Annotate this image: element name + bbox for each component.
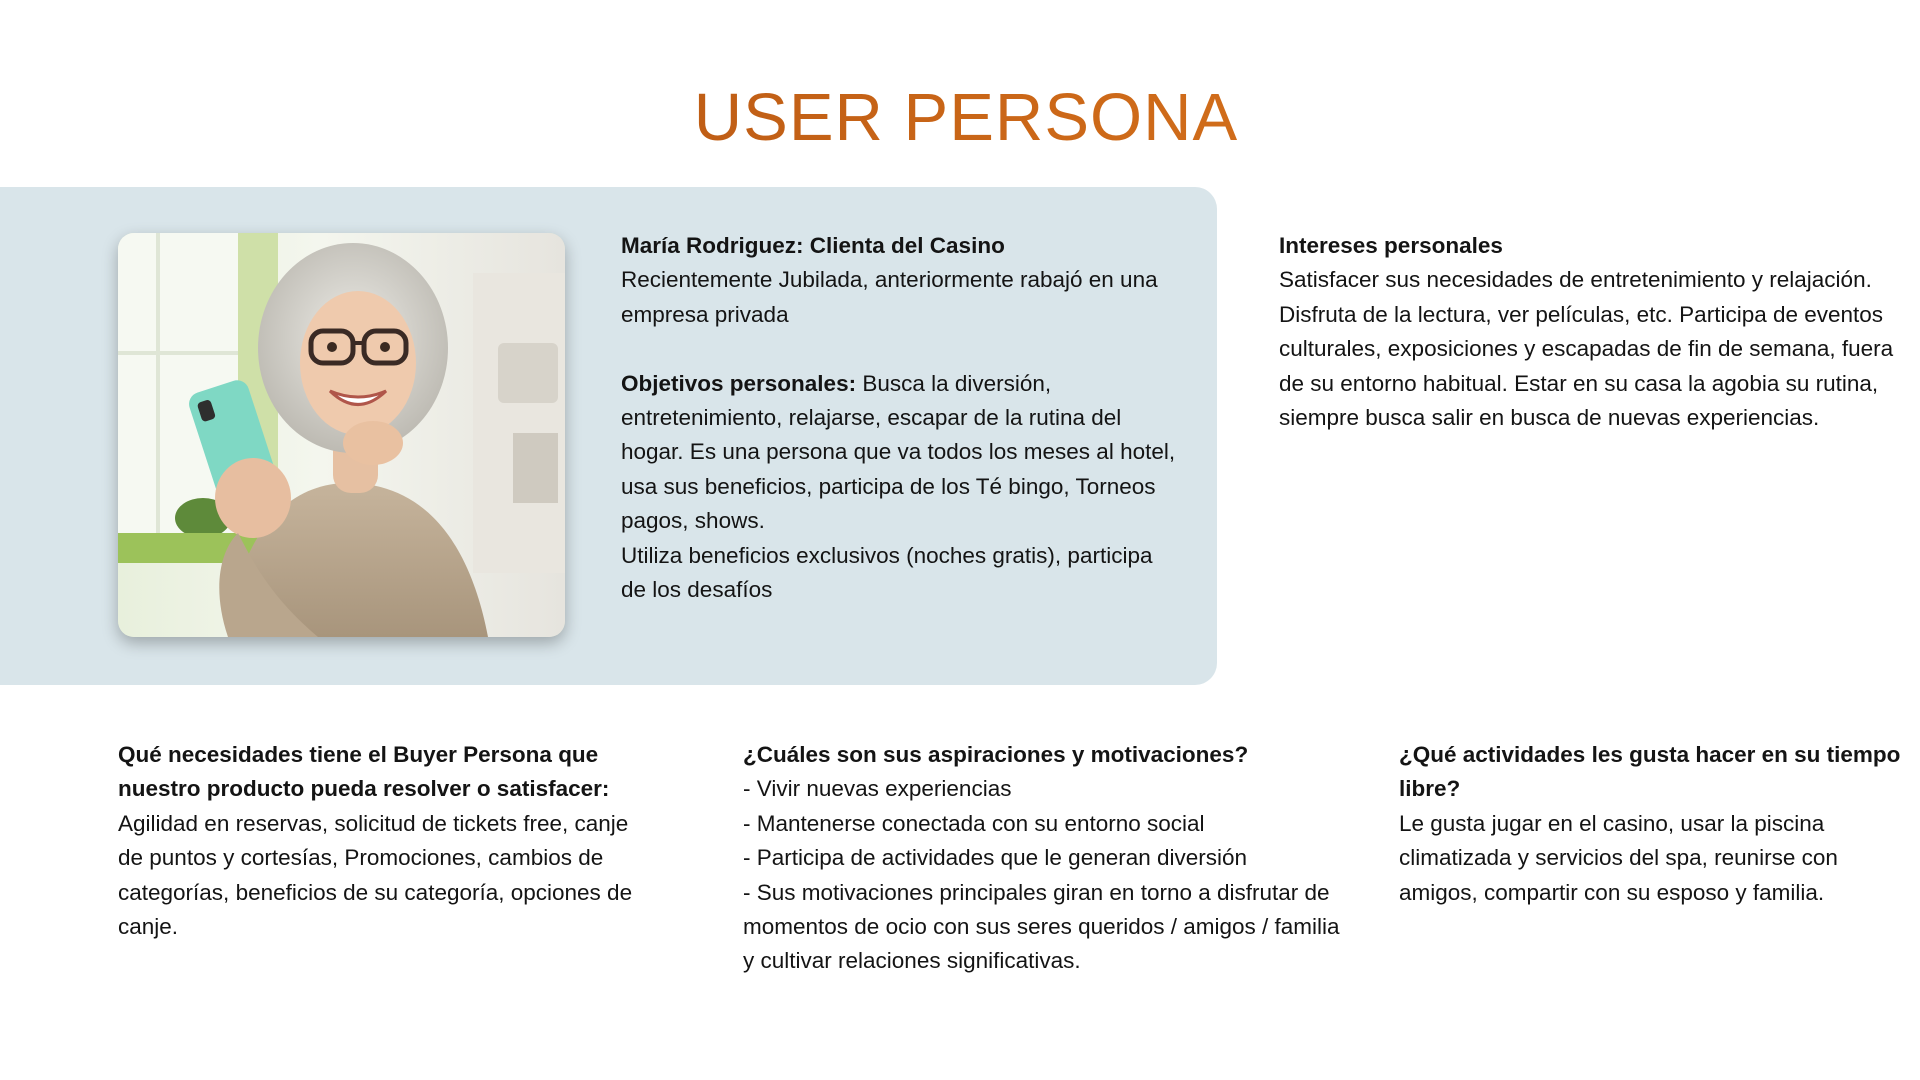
aspirations-heading: ¿Cuáles son sus aspiraciones y motivaciones?: [743, 742, 1249, 767]
aspiration-item: - Participa de actividades que le generan diversión: [743, 845, 1248, 871]
aspiration-item: - Mantenerse conectada con su entorno social: [743, 810, 1205, 836]
needs-heading: Qué necesidades tiene el Buyer Persona que nuestro producto pueda resolver o satisfacer:: [118, 742, 610, 802]
persona-name-heading: María Rodriguez: Clienta del Casino: [621, 233, 1005, 258]
objectives-text: Busca la diversión, entretenimiento, relajarse, escapar de la rutina del hogar. Es una persona que va todos los meses al hotel, usa sus beneficios, participa de los Té bingo, Torneos pagos, shows.: [621, 370, 1176, 534]
aspirations-section: [743, 738, 1343, 979]
interests-section: [1279, 229, 1899, 435]
interests-heading: Intereses personales: [1279, 233, 1503, 258]
page-title: USER PERSONA: [0, 84, 1920, 151]
persona-profile: [621, 229, 1181, 607]
objectives-label: Objetivos personales:: [621, 370, 857, 396]
activities-text: Le gusta jugar en el casino, usar la piscina climatizada y servicios del spa, reunirse con amigos, compartir con su esposo y familia.: [1399, 810, 1838, 905]
aspiration-item: - Sus motivaciones principales giran en torno a disfrutar de momentos de ocio con sus seres queridos / amigos / familia y cultivar relaciones significativas.: [743, 879, 1340, 974]
persona-objectives: [621, 367, 1181, 539]
needs-text: Agilidad en reservas, solicitud de tickets free, canje de puntos y cortesías, Promociones, cambios de categorías, beneficios de su categoría, opciones de canje.: [118, 810, 633, 940]
persona-photo: [118, 233, 565, 637]
activities-section: [1399, 738, 1909, 910]
needs-section: [118, 738, 658, 944]
persona-benefits: Utiliza beneficios exclusivos (noches gratis), participa de los desafíos: [621, 542, 1153, 603]
persona-description: Recientemente Jubilada, anteriormente rabajó en una empresa privada: [621, 267, 1158, 327]
activities-heading: ¿Qué actividades les gusta hacer en su tiempo libre?: [1399, 742, 1901, 802]
interests-text: Satisfacer sus necesidades de entretenimiento y relajación. Disfruta de la lectura, ver películas, etc. Participa de eventos culturales, exposiciones y escapadas de fin de semana, fuera de su entorno habitual. Estar en su casa la agobia su rutina, siempre busca salir en busca de nuevas experiencias.: [1279, 267, 1894, 431]
aspiration-item: - Vivir nuevas experiencias: [743, 776, 1012, 802]
